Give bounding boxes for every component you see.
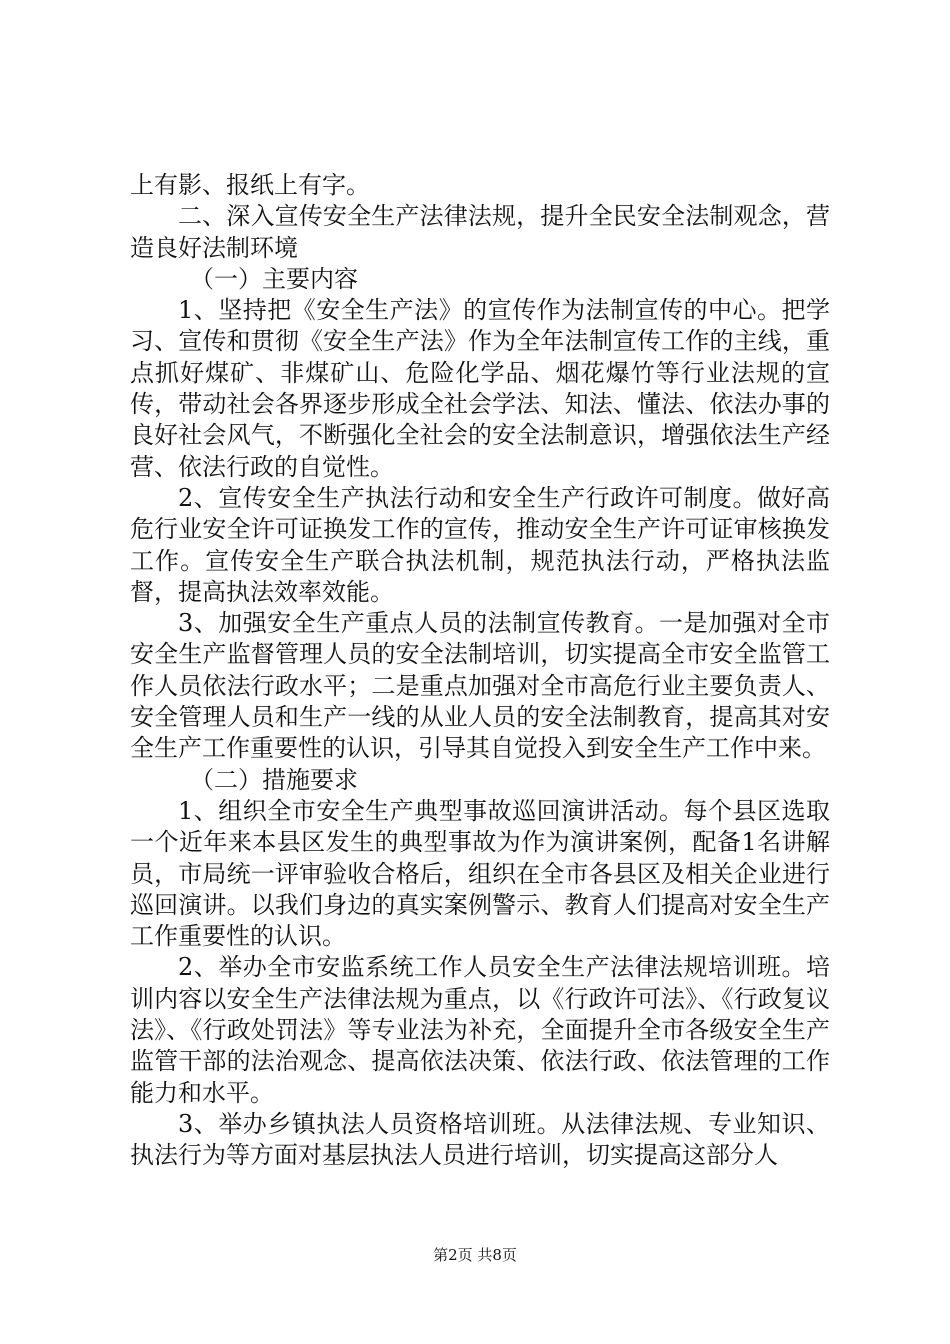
paragraph-continuation: 上有影、报纸上有字。 xyxy=(130,171,370,199)
subsection-heading-main-content: （一）主要内容 xyxy=(190,264,358,293)
section-heading-2: 二、深入宣传安全生产法律法规，提升全民安全法制观念，营造良好法制环境 xyxy=(130,202,830,262)
paragraph-measure-2: 2、举办全市安监系统工作人员安全生产法律法规培训班。培训内容以安全生产法律法规为重点，以《行政许可法》、《行政复议法》、《行政处罚法》等专业法为补充，全面提升全市各级安全生产监管干部的法治观念、提高依法决策、依法行政、依法管理的工作能力和水平。 xyxy=(130,953,830,1107)
paragraph-item-2: 2、宣传安全生产执法行动和安全生产行政许可制度。做好高危行业安全许可证换发工作的宣传，推动安全生产许可证审核换发工作。宣传安全生产联合执法机制，规范执法行动，严格执法监督，提高执法效率效能。 xyxy=(130,483,830,606)
paragraph-measure-3: 3、举办乡镇执法人员资格培训班。从法律法规、专业知识、执法行为等方面对基层执法人员进行培训，切实提高这部分人 xyxy=(130,1109,830,1170)
subsection-heading-measures: （二）措施要求 xyxy=(190,765,358,794)
document-body xyxy=(130,170,830,1172)
page-footer: 第2页 共8页 xyxy=(433,1246,517,1264)
paragraph-item-3: 3、加强安全生产重点人员的法制宣传教育。一是加强对全市安全生产监督管理人员的安全法制培训，切实提高全市安全监管工作人员依法行政水平；二是重点加强对全市高危行业主要负责人、安全管理人员和生产一线的从业人员的安全法制教育，提高其对安全生产工作重要性的认识，引导其自觉投入到安全生产工作中来。 xyxy=(130,609,830,763)
paragraph-item-1: 1、坚持把《安全生产法》的宣传作为法制宣传的中心。把学习、宣传和贯彻《安全生产法》作为全年法制宣传工作的主线，重点抓好煤矿、非煤矿山、危险化学品、烟花爆竹等行业法规的宣传，带动社会各界逐步形成全社会学法、知法、懂法、依法办事的良好社会风气，不断强化全社会的安全法制意识，增强依法生产经营、依法行政的自觉性。 xyxy=(130,296,830,481)
paragraph-measure-1: 1、组织全市安全生产典型事故巡回演讲活动。每个县区选取一个近年来本县区发生的典型事故为作为演讲案例，配备1名讲解员，市局统一评审验收合格后，组织在全市各县区及相关企业进行巡回演讲。以我们身边的真实案例警示、教育人们提高对安全生产工作重要性的认识。 xyxy=(130,796,830,951)
